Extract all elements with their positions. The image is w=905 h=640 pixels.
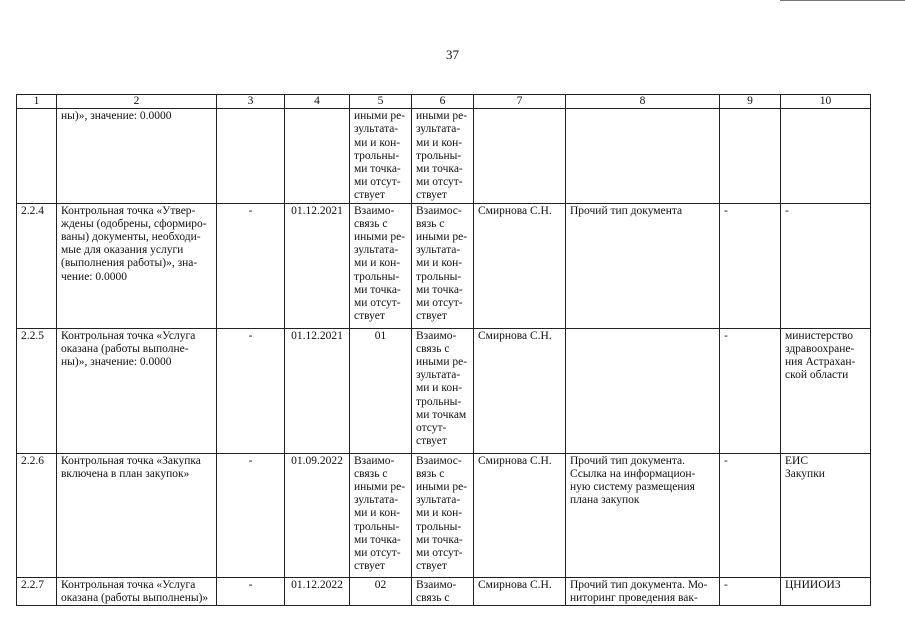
date: 01.12.2021: [285, 328, 350, 453]
col3-value: -: [217, 203, 285, 328]
col10-value: ЦНИИОИЗ: [781, 577, 871, 605]
col6-value: иными ре- зультата- ми и кон- трольны- ми точка- ми отсут- ствует: [412, 109, 474, 203]
document-type: [566, 328, 720, 453]
responsible: [474, 109, 566, 203]
control-point-name: Контрольная точка «Утвер- ждены (одобрены, сформиро- ваны) документы, необходи- мые для оказания услуги (выполнения работы)», зна- чение: 0.0000: [57, 203, 217, 328]
responsible: Смирнова С.Н.: [474, 203, 566, 328]
col-header-8: 8: [566, 95, 720, 109]
col-header-4: 4: [285, 95, 350, 109]
col9-value: -: [720, 453, 781, 577]
col6-value: Взаимос- вязь с иными ре- зультата- ми и кон- трольны- ми точка- ми отсут- ствует: [412, 453, 474, 577]
page-number: 37: [446, 47, 459, 62]
responsible: Смирнова С.Н.: [474, 577, 566, 605]
col-header-3: 3: [217, 95, 285, 109]
row-number: 2.2.5: [17, 328, 57, 453]
responsible: Смирнова С.Н.: [474, 453, 566, 577]
col6-value: Взаимо- связь с: [412, 577, 474, 605]
row-number: 2.2.7: [17, 577, 57, 605]
row-number: 2.2.6: [17, 453, 57, 577]
col9-value: -: [720, 577, 781, 605]
table-row: [17, 453, 871, 577]
col5-value: 02: [350, 577, 412, 605]
table-row: [17, 109, 871, 203]
table-row: [17, 328, 871, 453]
col6-value: Взаимо- связь с иными ре- зультата- ми и кон- трольны- ми точкам отсут- ствует: [412, 328, 474, 453]
control-point-name: ны)», значение: 0.0000: [57, 109, 217, 203]
col-header-10: 10: [781, 95, 871, 109]
col3-value: -: [217, 453, 285, 577]
table-row: [17, 203, 871, 328]
date: 01.09.2022: [285, 453, 350, 577]
row-number: [17, 109, 57, 203]
col5-value: Взаимо- связь с иными ре- зультата- ми и кон- трольны- ми точка- ми отсут- ствует: [350, 453, 412, 577]
col10-value: -: [781, 203, 871, 328]
document-type: Прочий тип документа. Ссылка на информацион- ную систему размещения плана закупок: [566, 453, 720, 577]
col10-value: ЕИС Закупки: [781, 453, 871, 577]
col9-value: -: [720, 203, 781, 328]
document-type: Прочий тип документа: [566, 203, 720, 328]
date: 01.12.2022: [285, 577, 350, 605]
col5-value: 01: [350, 328, 412, 453]
control-point-name: Контрольная точка «Услуга оказана (работы выполне- ны)», значение: 0.0000: [57, 328, 217, 453]
col10-value: [781, 109, 871, 203]
col5-value: Взаимо- связь с иными ре- зультата- ми и кон- трольны- ми точка- ми отсут- ствует: [350, 203, 412, 328]
col-header-5: 5: [350, 95, 412, 109]
col-header-9: 9: [720, 95, 781, 109]
col3-value: [217, 109, 285, 203]
col-header-1: 1: [17, 95, 57, 109]
control-point-name: Контрольная точка «Услуга оказана (работы выполнены)»: [57, 577, 217, 605]
header-row: [17, 95, 871, 109]
table-row: [17, 577, 871, 605]
col9-value: -: [720, 328, 781, 453]
document-type: Прочий тип документа. Мо- ниторинг проведения вак-: [566, 577, 720, 605]
date: [285, 109, 350, 203]
col6-value: Взаимос- вязь с иными ре- зультата- ми и кон- трольны- ми точка- ми отсут- ствует: [412, 203, 474, 328]
col10-value: министерство здравоохране- ния Астрахан- ской области: [781, 328, 871, 453]
col-header-6: 6: [412, 95, 474, 109]
responsible: Смирнова С.Н.: [474, 328, 566, 453]
col3-value: -: [217, 328, 285, 453]
col-header-7: 7: [474, 95, 566, 109]
col3-value: -: [217, 577, 285, 605]
row-number: 2.2.4: [17, 203, 57, 328]
col9-value: [720, 109, 781, 203]
top-rule: [780, 0, 905, 1]
col-header-2: 2: [57, 95, 217, 109]
date: 01.12.2021: [285, 203, 350, 328]
document-type: [566, 109, 720, 203]
plan-table: [16, 94, 871, 606]
col5-value: иными ре- зультата- ми и кон- трольны- ми точка- ми отсут- ствует: [350, 109, 412, 203]
control-point-name: Контрольная точка «Закупка включена в план закупок»: [57, 453, 217, 577]
